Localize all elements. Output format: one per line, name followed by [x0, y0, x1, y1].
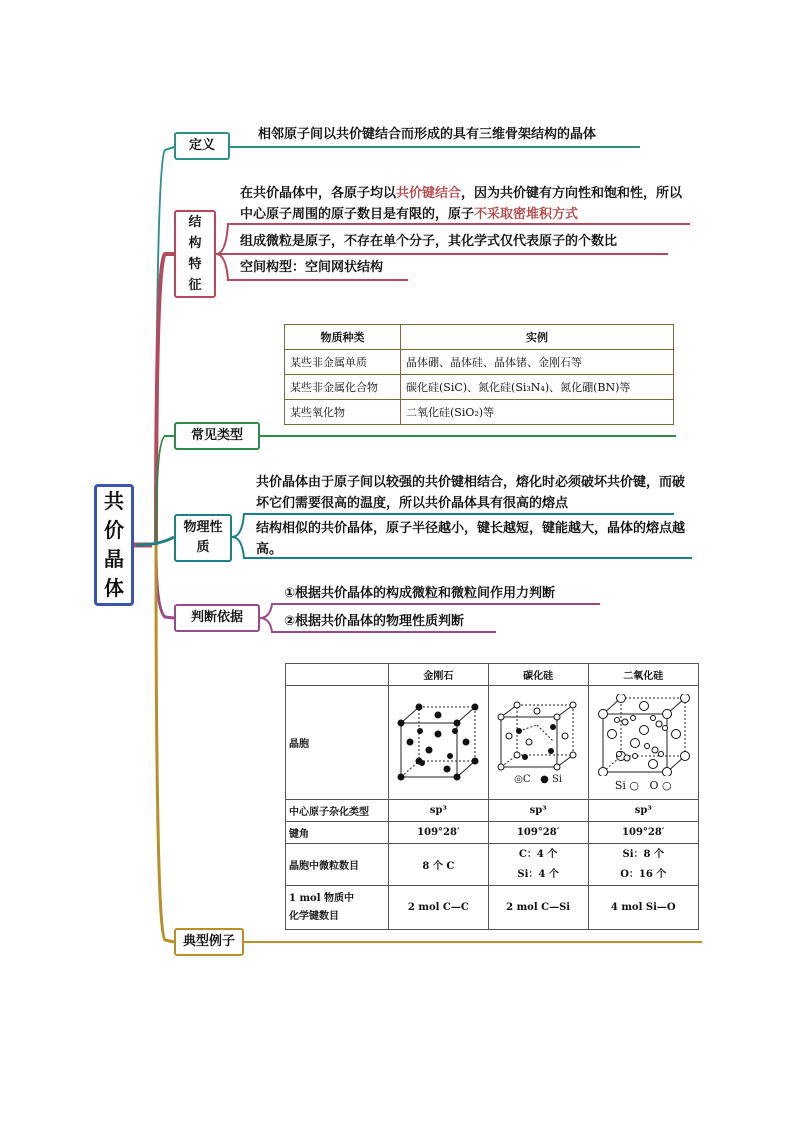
row-label — [286, 886, 389, 930]
cell-line: C：4 个 — [518, 848, 558, 860]
text-segment: ，因为共价键有方向性和饱和性，所以中心原子周围的原子数目是有限的，原子 — [240, 186, 683, 222]
row-label: 中心原子杂化类型 — [286, 800, 389, 822]
sio2-unit-cell-image — [595, 694, 691, 776]
table-header: 碳化硅 — [488, 664, 588, 686]
row-label: 晶胞 — [286, 686, 389, 800]
table-header: 物质种类 — [285, 325, 401, 350]
branch-label-char: 征 — [188, 278, 202, 293]
sio2-legend — [592, 779, 696, 792]
root-char: 价 — [104, 518, 124, 542]
branch-label-char: 结 — [188, 215, 202, 230]
si-atom-icon: ● — [540, 773, 549, 785]
table-cell: 碳化硅(SiC)、氮化硅(Si₃N₄)、氮化硼(BN)等 — [401, 375, 674, 400]
physical-item-2: 结构相似的共价晶体，原子半径越小，键长越短，键能越大，晶体的熔点越高。 — [256, 521, 686, 557]
table-cell: 109°28′ — [588, 822, 699, 844]
structure-item-2: 组成微粒是原子，不存在单个分子，其化学式仅代表原子的个数比 — [240, 234, 618, 249]
table-row — [286, 800, 699, 822]
o-atom-icon: ○ — [662, 778, 672, 792]
table-row — [285, 350, 674, 375]
table-cell: 109°28′ — [488, 822, 588, 844]
structure-item-3: 空间构型：空间网状结构 — [240, 260, 384, 275]
table-cell: sp³ — [389, 800, 489, 822]
c-atom-icon: ◎ — [514, 773, 523, 785]
diamond-cell — [389, 686, 489, 800]
text-segment: 在共价晶体中，各原子均以 — [240, 186, 397, 201]
table-row — [286, 844, 699, 886]
branch-physical — [174, 514, 232, 562]
highlight-text: 不采取密堆积方式 — [474, 207, 579, 222]
si-atom-icon: ○ — [629, 778, 640, 792]
sic-cell — [488, 686, 588, 800]
table-cell: 109°28′ — [389, 822, 489, 844]
table-header: 二氧化硅 — [588, 664, 699, 686]
types-table — [284, 324, 674, 425]
branch-label-char: 构 — [188, 236, 202, 251]
root-char: 体 — [104, 576, 124, 600]
cell-line: Si：4 个 — [517, 868, 559, 880]
branch-judge — [174, 604, 260, 632]
root-char: 共 — [104, 489, 124, 513]
table-header-empty — [286, 664, 389, 686]
table-cell: 2 mol C—C — [389, 886, 489, 930]
sic-legend — [492, 774, 585, 785]
branch-types — [174, 422, 260, 450]
table-cell: sp³ — [588, 800, 699, 822]
branch-label: 常见类型 — [190, 428, 243, 443]
branch-label: 物理性质 — [183, 520, 223, 555]
legend-label: O — [649, 778, 659, 792]
examples-table — [285, 663, 699, 930]
table-row — [286, 886, 699, 930]
cell-line: O：16 个 — [620, 868, 667, 880]
table-cell: 8 个 C — [389, 844, 489, 886]
table-row — [285, 400, 674, 425]
cell-line: 1 mol 物质中 — [289, 892, 354, 904]
table-header: 金刚石 — [389, 664, 489, 686]
structure-item-1 — [240, 183, 690, 225]
branch-label: 典型例子 — [182, 934, 235, 949]
table-cell: 某些非金属单质 — [285, 350, 401, 375]
row-label: 晶胞中微粒数目 — [286, 844, 389, 886]
cell-line: Si：8 个 — [622, 848, 664, 860]
table-cell: 晶体硼、晶体硅、晶体锗、金刚石等 — [401, 350, 674, 375]
branch-label-char: 特 — [188, 257, 202, 272]
table-cell: 某些氧化物 — [285, 400, 401, 425]
judge-item-2: ②根据共价晶体的物理性质判断 — [284, 614, 465, 629]
table-header: 实例 — [401, 325, 674, 350]
table-cell: 某些非金属化合物 — [285, 375, 401, 400]
table-cell: 2 mol C—Si — [488, 886, 588, 930]
branch-label: 定义 — [188, 138, 215, 153]
sic-unit-cell-image — [495, 701, 581, 771]
cell-line: 化学键数目 — [289, 910, 339, 922]
table-cell: sp³ — [488, 800, 588, 822]
branch-structure — [174, 210, 216, 298]
row-label: 键角 — [286, 822, 389, 844]
table-row — [286, 686, 699, 800]
root-char: 晶 — [104, 547, 124, 571]
branch-definition — [174, 132, 230, 160]
table-cell — [588, 844, 699, 886]
root-node — [94, 484, 134, 606]
branch-label: 判断依据 — [190, 610, 243, 625]
branch-examples — [174, 928, 244, 956]
legend-label: Si — [614, 778, 626, 792]
legend-label: Si — [552, 773, 563, 785]
sio2-cell — [588, 686, 699, 800]
table-cell: 4 mol Si—O — [588, 886, 699, 930]
diamond-unit-cell-image — [395, 701, 481, 781]
table-row — [285, 375, 674, 400]
physical-item-1: 共价晶体由于原子间以较强的共价键相结合，熔化时必须破坏共价键，而破坏它们需要很高的温度，所以共价晶体具有很高的熔点 — [256, 475, 686, 511]
table-row — [286, 822, 699, 844]
table-cell — [488, 844, 588, 886]
table-cell: 二氧化硅(SiO₂)等 — [401, 400, 674, 425]
judge-item-1: ①根据共价晶体的构成微粒和微粒间作用力判断 — [284, 586, 556, 601]
legend-label: C — [522, 773, 531, 785]
highlight-text: 共价键结合 — [396, 186, 462, 201]
definition-text: 相邻原子间以共价键结合而形成的具有三维骨架结构的晶体 — [258, 127, 597, 142]
